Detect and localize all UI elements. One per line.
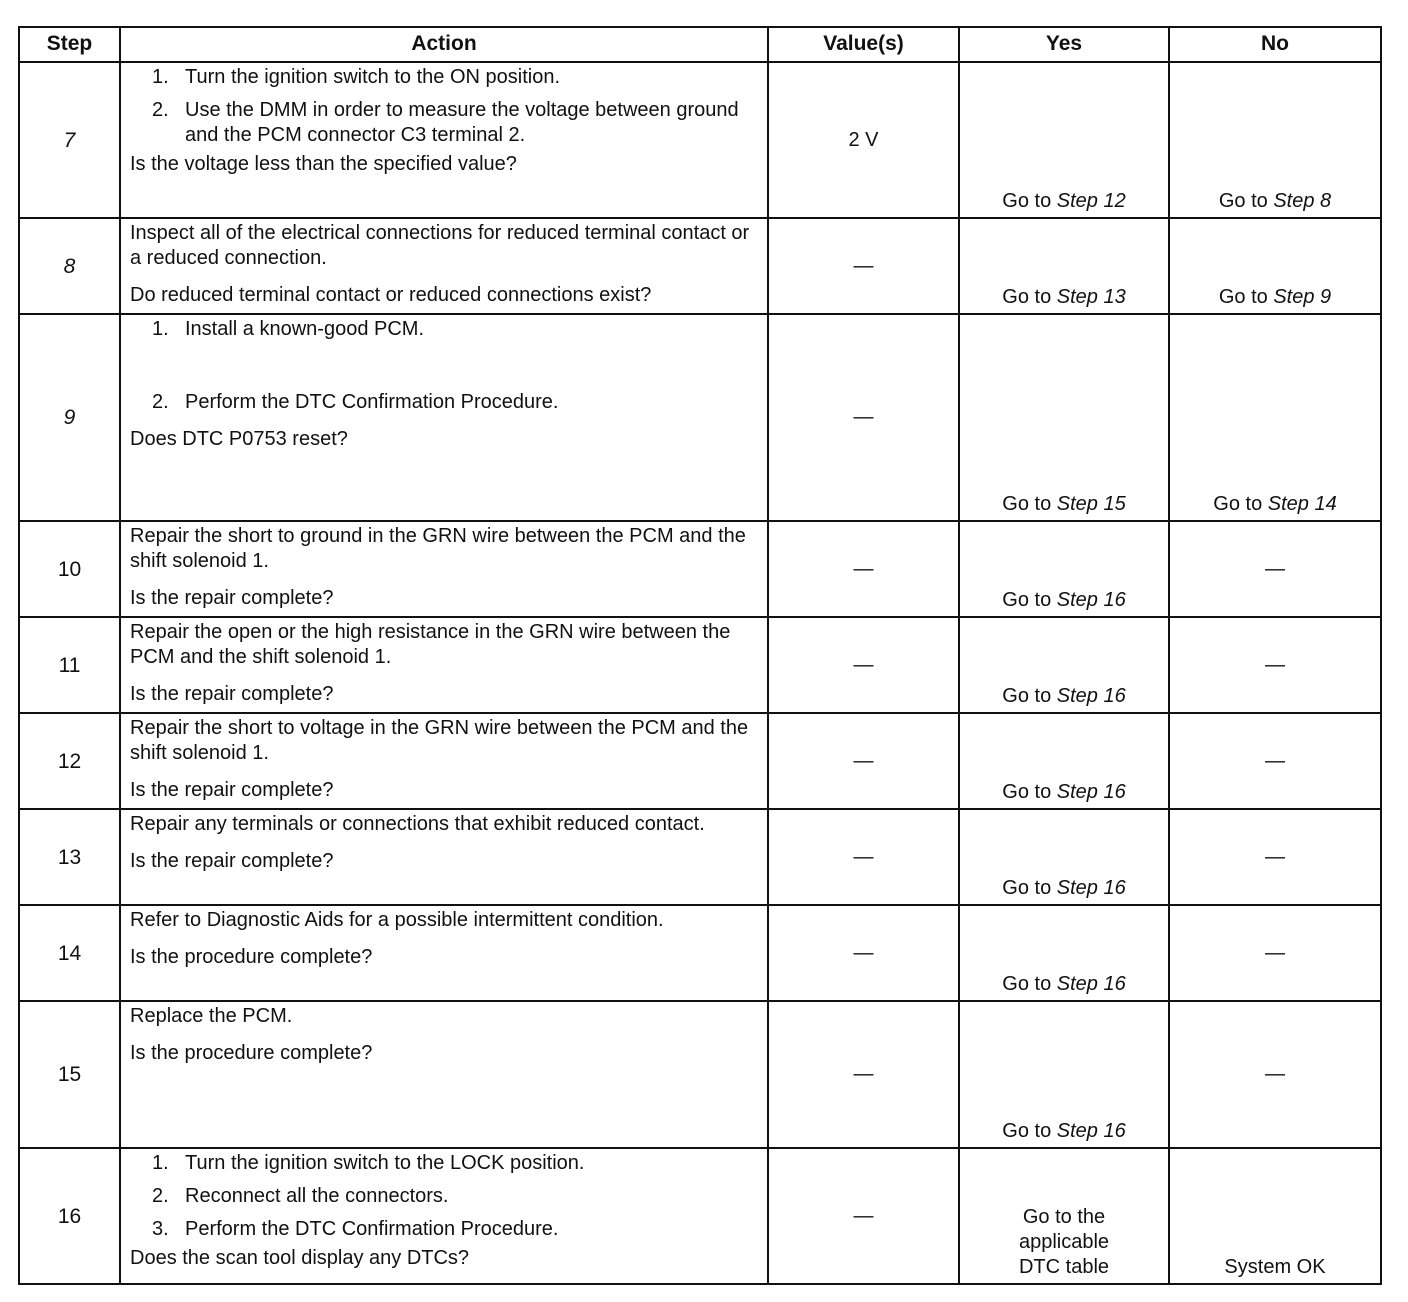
action-text: Inspect all of the electrical connections for reduced terminal contact or a reduced connection. — [130, 222, 750, 269]
action-text: Repair the open or the high resistance in the GRN wire between the PCM and the shift solenoid 1. — [130, 621, 731, 668]
header-step: Step — [19, 27, 120, 62]
table-row — [19, 62, 1381, 218]
table-row — [19, 1148, 1381, 1284]
no-cell: Go to Step 8 — [1169, 62, 1381, 218]
table-row — [19, 521, 1381, 617]
list-item: 2. Reconnect all the connectors. — [152, 1185, 449, 1207]
header-values: Value(s) — [768, 27, 959, 62]
action-question: Is the repair complete? — [130, 779, 334, 801]
action-cell — [120, 218, 768, 314]
no-cell: — — [1169, 1001, 1381, 1148]
action-question: Do reduced terminal contact or reduced connections exist? — [130, 284, 652, 306]
value-cell: 2 V — [768, 62, 959, 218]
action-steps — [130, 65, 759, 148]
action-question: Does the scan tool display any DTCs? — [130, 1247, 470, 1269]
action-steps — [130, 317, 759, 423]
action-cell — [120, 713, 768, 809]
no-cell: — — [1169, 617, 1381, 713]
yes-cell: Go to Step 12 — [959, 62, 1169, 218]
list-item: 2. Use the DMM in order to measure the voltage between ground and the PCM connector C3 terminal 2. — [152, 99, 739, 146]
list-item: 1. Turn the ignition switch to the LOCK position. — [152, 1152, 585, 1174]
yes-cell: Go to Step 16 — [959, 617, 1169, 713]
no-cell: System OK — [1169, 1148, 1381, 1284]
step-number: 11 — [19, 617, 120, 713]
header-yes: Yes — [959, 27, 1169, 62]
step-number: 9 — [19, 314, 120, 521]
no-cell: Go to Step 9 — [1169, 218, 1381, 314]
header-action: Action — [120, 27, 768, 62]
value-cell: — — [768, 521, 959, 617]
list-item: 2. Perform the DTC Confirmation Procedure. — [152, 391, 559, 413]
action-text: Refer to Diagnostic Aids for a possible intermittent condition. — [130, 909, 664, 931]
action-cell — [120, 1148, 768, 1284]
step-number: 16 — [19, 1148, 120, 1284]
action-cell — [120, 62, 768, 218]
action-question: Does DTC P0753 reset? — [130, 428, 348, 450]
yes-cell: Go to Step 16 — [959, 809, 1169, 905]
action-question: Is the procedure complete? — [130, 1042, 373, 1064]
step-number: 10 — [19, 521, 120, 617]
action-text: Repair any terminals or connections that exhibit reduced contact. — [130, 813, 705, 835]
value-cell: — — [768, 809, 959, 905]
diagnostic-table — [18, 26, 1382, 1285]
table-row — [19, 905, 1381, 1001]
table-header-row — [19, 27, 1381, 62]
table-row — [19, 809, 1381, 905]
step-number: 7 — [19, 62, 120, 218]
table-row — [19, 218, 1381, 314]
action-cell — [120, 1001, 768, 1148]
step-number: 14 — [19, 905, 120, 1001]
value-cell: — — [768, 617, 959, 713]
table-row — [19, 617, 1381, 713]
action-question: Is the repair complete? — [130, 683, 334, 705]
no-cell: — — [1169, 521, 1381, 617]
no-cell: Go to Step 14 — [1169, 314, 1381, 521]
action-text: Repair the short to voltage in the GRN wire between the PCM and the shift solenoid 1. — [130, 717, 749, 764]
step-number: 8 — [19, 218, 120, 314]
value-cell: — — [768, 314, 959, 521]
value-cell: — — [768, 218, 959, 314]
table-row — [19, 314, 1381, 521]
step-number: 13 — [19, 809, 120, 905]
list-item: 1. Install a known-good PCM. — [152, 318, 425, 340]
yes-cell: Go to Step 16 — [959, 521, 1169, 617]
action-question: Is the repair complete? — [130, 587, 334, 609]
yes-cell: Go to Step 13 — [959, 218, 1169, 314]
action-text: Repair the short to ground in the GRN wire between the PCM and the shift solenoid 1. — [130, 525, 746, 572]
action-cell — [120, 905, 768, 1001]
action-steps — [130, 1151, 759, 1242]
action-question: Is the repair complete? — [130, 850, 334, 872]
action-text: Replace the PCM. — [130, 1005, 293, 1027]
no-cell: — — [1169, 713, 1381, 809]
yes-cell: Go to Step 16 — [959, 713, 1169, 809]
value-cell: — — [768, 713, 959, 809]
yes-cell: Go to Step 15 — [959, 314, 1169, 521]
step-number: 12 — [19, 713, 120, 809]
list-item: 1. Turn the ignition switch to the ON position. — [152, 66, 560, 88]
list-item: 3. Perform the DTC Confirmation Procedure. — [152, 1218, 559, 1240]
yes-cell: Go to the applicable DTC table — [959, 1148, 1169, 1284]
action-cell — [120, 314, 768, 521]
action-cell — [120, 521, 768, 617]
no-cell: — — [1169, 905, 1381, 1001]
action-question: Is the voltage less than the specified value? — [130, 153, 517, 175]
table-row — [19, 1001, 1381, 1148]
no-cell: — — [1169, 809, 1381, 905]
action-cell — [120, 617, 768, 713]
yes-cell: Go to Step 16 — [959, 1001, 1169, 1148]
action-question: Is the procedure complete? — [130, 946, 373, 968]
value-cell: — — [768, 905, 959, 1001]
value-cell: — — [768, 1001, 959, 1148]
table-row — [19, 713, 1381, 809]
header-no: No — [1169, 27, 1381, 62]
yes-cell: Go to Step 16 — [959, 905, 1169, 1001]
action-cell — [120, 809, 768, 905]
value-cell: — — [768, 1148, 959, 1284]
step-number: 15 — [19, 1001, 120, 1148]
